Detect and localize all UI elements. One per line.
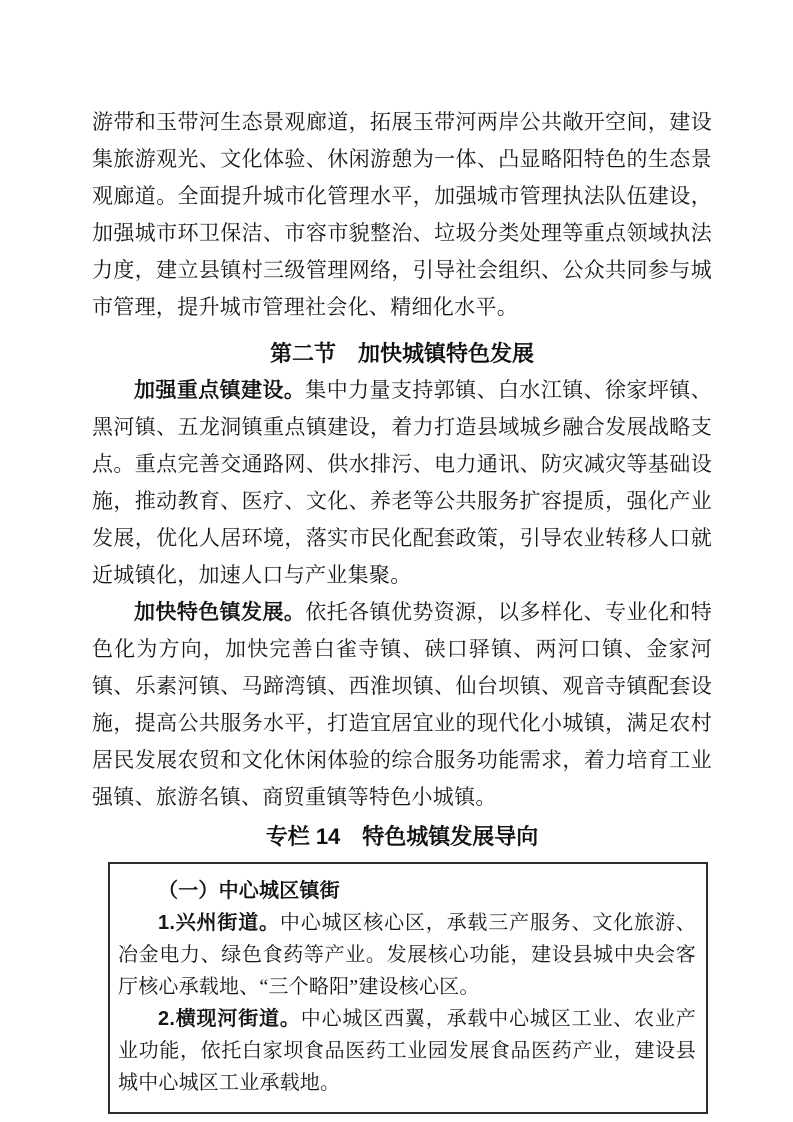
box-item-hengxianhe-lead: 2.横现河街道。 xyxy=(158,1008,301,1030)
paragraph-key-towns-text: 集中力量支持郭镇、白水江镇、徐家坪镇、黑河镇、五龙洞镇重点镇建设，着力打造县域城乡融合发展战略支点。重点完善交通路网、供水排污、电力通讯、防灾减灾等基础设施，推动教育、医疗、文化、养老等公共服务扩容提质，强化产业发展，优化人居环境，落实市民化配套政策，引导农业转移人口就近城镇化，加速人口与产业集聚。 xyxy=(92,378,712,587)
paragraph-key-towns xyxy=(92,372,712,594)
box-group-title: （一）中心城区镇街 xyxy=(158,880,340,902)
box-item-hengxianhe-text: 中心城区西翼，承载中心城区工业、农业产业功能，依托白家坝食品医药工业园发展食品医药产业，建设县城中心城区工业承载地。 xyxy=(118,1008,696,1094)
paragraph-key-towns-lead: 加强重点镇建设。 xyxy=(134,379,306,402)
paragraph-urban-management: 游带和玉带河生态景观廊道，拓展玉带河两岸公共敞开空间，建设集旅游观光、文化体验、休闲游憩为一体、凸显略阳特色的生态景观廊道。全面提升城市化管理水平，加强城市管理执法队伍建设，加强城市环卫保洁、市容市貌整治、垃圾分类处理等重点领域执法力度，建立县镇村三级管理网络，引导社会组织、公众共同参与城市管理，提升城市管理社会化、精细化水平。 xyxy=(92,110,712,319)
box-item-xingzhou-text: 中心城区核心区，承载三产服务、文化旅游、冶金电力、绿色食药等产业。发展核心功能，建设县城中央会客厅核心承载地、“三个略阳”建设核心区。 xyxy=(118,912,696,998)
paragraph-featured-towns-text: 依托各镇优势资源，以多样化、专业化和特色化为方向，加快完善白雀寺镇、硖口驿镇、两河口镇、金家河镇、乐素河镇、马蹄湾镇、西淮坝镇、仙台坝镇、观音寺镇配套设施，提高公共服务水平，打造宜居宜业的现代化小城镇，满足农村居民发展农贸和文化休闲体验的综合服务功能需求，着力培育工业强镇、旅游名镇、商贸重镇等特色小城镇。 xyxy=(92,600,712,809)
box-item-xingzhou-lead: 1.兴州街道。 xyxy=(158,912,280,934)
section-heading: 第二节 加快城镇特色发展 xyxy=(269,341,534,366)
box-item-hengxianhe xyxy=(118,1003,696,1099)
column-box xyxy=(108,862,708,1114)
column-box-heading: 专栏 14 特色城镇发展导向 xyxy=(265,824,539,849)
paragraph-featured-towns-lead: 加快特色镇发展。 xyxy=(134,601,306,624)
paragraph-featured-towns xyxy=(92,594,712,816)
box-item-xingzhou xyxy=(118,907,696,1003)
